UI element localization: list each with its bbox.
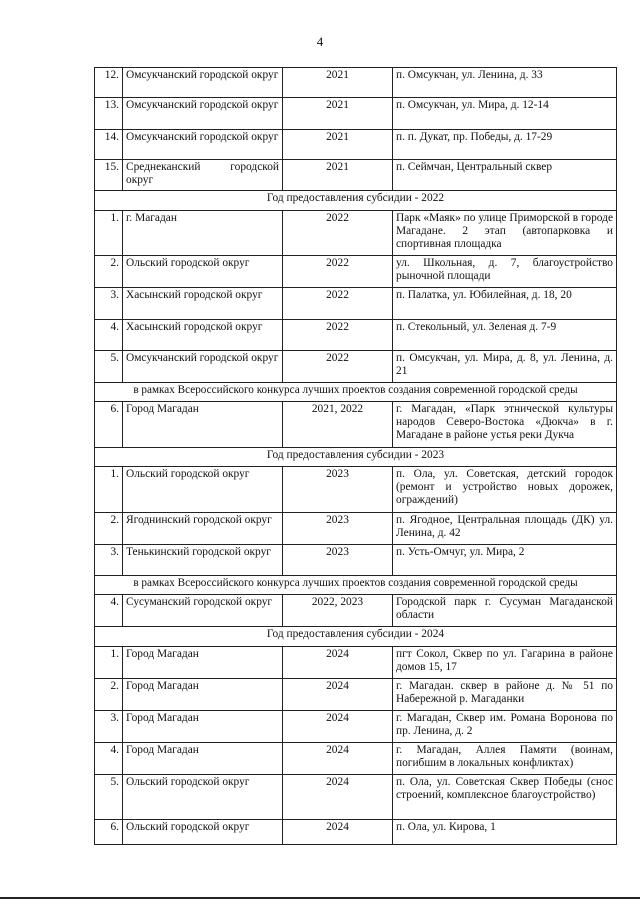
year-cell: 2022 <box>283 288 393 320</box>
row-number: 6. <box>95 820 123 845</box>
row-number: 3. <box>95 545 123 576</box>
address-cell: п. Омсукчан, ул. Мира, д. 8, ул. Ленина, д. 21 <box>393 351 617 383</box>
municipality-cell: Ягоднинский городской округ <box>123 513 283 545</box>
row-number: 15. <box>95 160 123 191</box>
year-cell: 2021 <box>283 68 393 98</box>
address-cell: г. Магадан, Сквер им. Романа Воронова по пр. Ленина, д. 2 <box>393 711 617 743</box>
table-row <box>95 211 617 256</box>
row-number: 12. <box>95 68 123 98</box>
address-cell: п. Усть-Омчуг, ул. Мира, 2 <box>393 545 617 576</box>
municipality-cell: Город Магадан <box>123 402 283 448</box>
table-row <box>95 711 617 743</box>
municipality-cell: Омсукчанский городской округ <box>123 351 283 383</box>
section-header: в рамках Всероссийского конкурса лучших проектов создания современной городской среды <box>95 383 617 402</box>
municipality-cell: Тенькинский городской округ <box>123 545 283 576</box>
municipality-cell: Хасынский городской округ <box>123 288 283 320</box>
table-row <box>95 513 617 545</box>
municipality-cell: Омсукчанский городской округ <box>123 68 283 98</box>
table-row <box>95 288 617 320</box>
table-row <box>95 775 617 820</box>
section-header-row <box>95 448 617 467</box>
year-cell: 2022, 2023 <box>283 595 393 627</box>
address-cell: п. п. Дукат, пр. Победы, д. 17-29 <box>393 130 617 160</box>
table-row <box>95 68 617 98</box>
municipality-cell: Ольский городской округ <box>123 256 283 288</box>
municipality-cell: Среднеканский городской округ <box>123 160 283 191</box>
address-cell: г. Магадан. сквер в районе д. № 51 по Набережной р. Магаданки <box>393 679 617 711</box>
row-number: 3. <box>95 288 123 320</box>
year-cell: 2024 <box>283 743 393 775</box>
municipality-cell: Сусуманский городской округ <box>123 595 283 627</box>
municipality-cell: Город Магадан <box>123 743 283 775</box>
row-number: 1. <box>95 647 123 679</box>
municipality-cell: Омсукчанский городской округ <box>123 130 283 160</box>
row-number: 2. <box>95 513 123 545</box>
page-number: 4 <box>316 34 324 49</box>
address-cell: Городской парк г. Сусуман Магаданской области <box>393 595 617 627</box>
table-row <box>95 98 617 130</box>
year-cell: 2021, 2022 <box>283 402 393 448</box>
year-cell: 2022 <box>283 211 393 256</box>
year-cell: 2021 <box>283 130 393 160</box>
municipality-cell: Омсукчанский городской округ <box>123 98 283 130</box>
table-row <box>95 351 617 383</box>
table-row <box>95 256 617 288</box>
row-number: 2. <box>95 679 123 711</box>
year-cell: 2022 <box>283 351 393 383</box>
year-cell: 2024 <box>283 711 393 743</box>
year-cell: 2023 <box>283 545 393 576</box>
address-cell: п. Ола, ул. Советская Сквер Победы (снос строений, комплексное благоустройство) <box>393 775 617 820</box>
year-cell: 2022 <box>283 256 393 288</box>
address-cell: ул. Школьная, д. 7, благоустройство рыночной площади <box>393 256 617 288</box>
section-header-row <box>95 191 617 211</box>
row-number: 6. <box>95 402 123 448</box>
year-cell: 2023 <box>283 513 393 545</box>
year-cell: 2022 <box>283 320 393 351</box>
address-cell: п. Палатка, ул. Юбилейная, д. 18, 20 <box>393 288 617 320</box>
address-cell: п. Ола, ул. Кирова, 1 <box>393 820 617 845</box>
section-header: Год предоставления субсидии - 2024 <box>95 627 617 647</box>
address-cell: п. Омсукчан, ул. Ленина, д. 33 <box>393 68 617 98</box>
municipality-cell: Ольский городской округ <box>123 820 283 845</box>
address-cell: п. Стекольный, ул. Зеленая д. 7-9 <box>393 320 617 351</box>
address-cell: п. Омсукчан, ул. Мира, д. 12-14 <box>393 98 617 130</box>
municipality-cell: Ольский городской округ <box>123 467 283 513</box>
address-cell: г. Магадан, Аллея Памяти (воинам, погибшим в локальных конфликтах) <box>393 743 617 775</box>
table-row <box>95 320 617 351</box>
table-row <box>95 679 617 711</box>
municipality-cell: Город Магадан <box>123 647 283 679</box>
bottom-rule <box>0 897 640 899</box>
year-cell: 2021 <box>283 98 393 130</box>
year-cell: 2024 <box>283 679 393 711</box>
table-row <box>95 402 617 448</box>
section-header: Год предоставления субсидии - 2022 <box>95 191 617 211</box>
row-number: 2. <box>95 256 123 288</box>
table-row <box>95 160 617 191</box>
table-row <box>95 545 617 576</box>
row-number: 1. <box>95 467 123 513</box>
address-cell: п. Сеймчан, Центральный сквер <box>393 160 617 191</box>
address-cell: п. Ола, ул. Советская, детский городок (ремонт и устройство новых дорожек, ограждений) <box>393 467 617 513</box>
row-number: 4. <box>95 320 123 351</box>
row-number: 13. <box>95 98 123 130</box>
table-row <box>95 130 617 160</box>
section-header-row <box>95 627 617 647</box>
municipality-cell: Город Магадан <box>123 711 283 743</box>
address-cell: Парк «Маяк» по улице Приморской в городе Магадане. 2 этап (автопарковка и спортивная площадка <box>393 211 617 256</box>
table-row <box>95 467 617 513</box>
section-header: Год предоставления субсидии - 2023 <box>95 448 617 467</box>
row-number: 1. <box>95 211 123 256</box>
table-row <box>95 595 617 627</box>
address-cell: г. Магадан, «Парк этнической культуры народов Северо-Востока «Дюкча» в г. Магадане в районе устья реки Дукча <box>393 402 617 448</box>
year-cell: 2021 <box>283 160 393 191</box>
row-number: 3. <box>95 711 123 743</box>
year-cell: 2023 <box>283 467 393 513</box>
row-number: 14. <box>95 130 123 160</box>
municipality-cell: Ольский городской округ <box>123 775 283 820</box>
municipality-cell: г. Магадан <box>123 211 283 256</box>
section-header-row <box>95 383 617 402</box>
subsidy-table <box>94 67 617 845</box>
row-number: 4. <box>95 595 123 627</box>
address-cell: п. Ягодное, Центральная площадь (ДК) ул. Ленина, д. 42 <box>393 513 617 545</box>
table-row <box>95 743 617 775</box>
year-cell: 2024 <box>283 820 393 845</box>
row-number: 5. <box>95 775 123 820</box>
year-cell: 2024 <box>283 775 393 820</box>
year-cell: 2024 <box>283 647 393 679</box>
row-number: 5. <box>95 351 123 383</box>
section-header: в рамках Всероссийского конкурса лучших проектов создания современной городской среды <box>95 576 617 595</box>
table-row <box>95 820 617 845</box>
section-header-row <box>95 576 617 595</box>
table-row <box>95 647 617 679</box>
row-number: 4. <box>95 743 123 775</box>
municipality-cell: Город Магадан <box>123 679 283 711</box>
subsidy-table-body <box>95 68 617 845</box>
address-cell: пгт Сокол, Сквер по ул. Гагарина в районе домов 15, 17 <box>393 647 617 679</box>
municipality-cell: Хасынский городской округ <box>123 320 283 351</box>
